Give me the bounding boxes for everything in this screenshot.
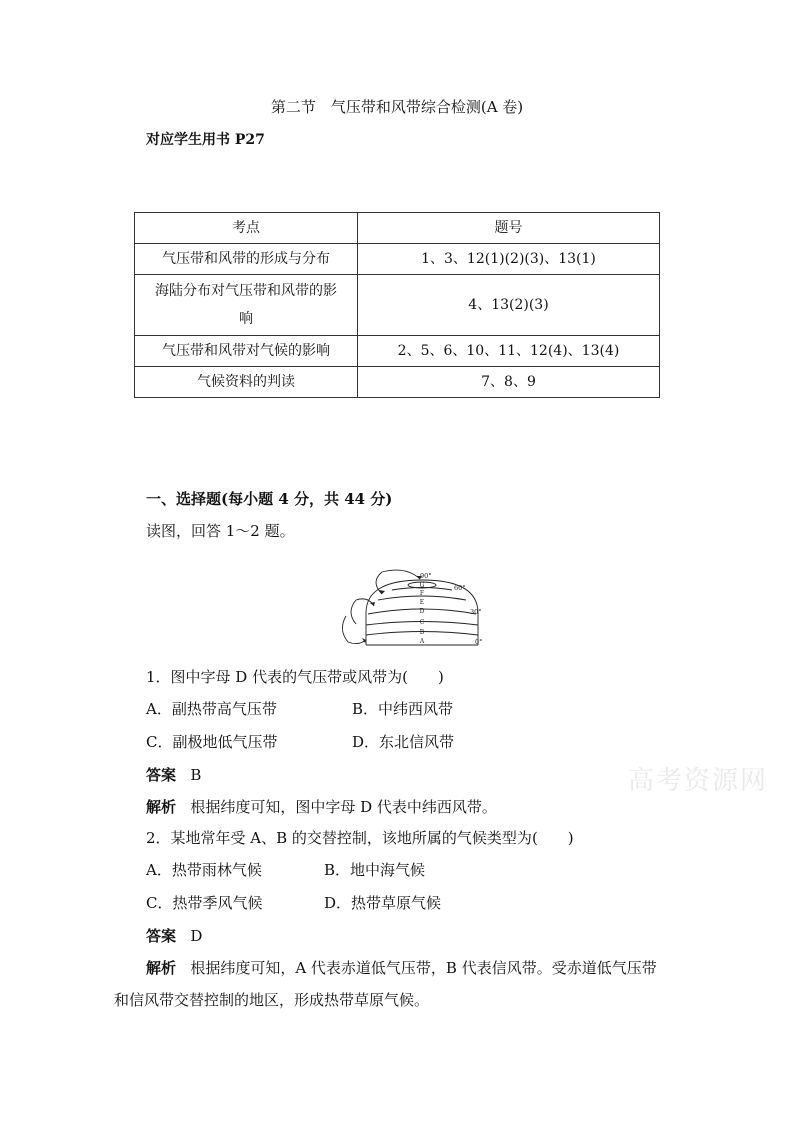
table-cell-topic: 气候资料的判读 — [135, 367, 358, 398]
table-cell-items: 1、3、12(1)(2)(3)、13(1) — [358, 244, 660, 275]
pressure-wind-belt-figure — [336, 568, 488, 650]
topic-table — [134, 212, 660, 398]
document-title: 第二节 气压带和风带综合检测(A 卷) — [270, 98, 524, 116]
belt-letter: A — [419, 638, 425, 645]
question-stem: 1．图中字母 D 代表的气压带或风带为( ) — [146, 668, 444, 686]
analysis-text-continued: 和信风带交替控制的地区，形成热带草原气候。 — [114, 991, 430, 1009]
answer-label: 答案 — [146, 927, 177, 945]
latitude-label: 60° — [454, 584, 466, 592]
question-option: B．中纬西风带 — [352, 700, 454, 718]
question-option: C．副极地低气压带 — [146, 733, 278, 751]
table-row — [135, 244, 660, 275]
answer-value: B — [190, 766, 202, 784]
answer-value: D — [190, 927, 203, 945]
analysis-label: 解析 — [146, 798, 177, 816]
table-cell-items: 2、5、6、10、11、12(4)、13(4) — [358, 336, 660, 367]
analysis-line — [146, 957, 657, 978]
table-cell-topic-line: 响 — [239, 311, 253, 327]
table-header-topic: 考点 — [135, 213, 358, 244]
circulation-arrow — [356, 599, 374, 606]
question-option: D．东北信风带 — [352, 733, 455, 751]
table-cell-topic-line: 海陆分布对气压带和风带的影 — [155, 283, 337, 299]
answer-line — [146, 764, 201, 785]
table-cell-items: 7、8、9 — [358, 367, 660, 398]
circulation-arrow — [342, 616, 348, 642]
circulation-arrow — [382, 570, 420, 579]
latitude-label: 90° — [420, 572, 432, 580]
analysis-text: 根据纬度可知，图中字母 D 代表中纬西风带。 — [190, 798, 497, 816]
circulation-arrow — [348, 640, 366, 644]
question-option: C．热带季风气候 — [146, 894, 263, 912]
answer-line — [146, 925, 202, 946]
answer-label: 答案 — [146, 766, 177, 784]
table-cell-topic — [135, 275, 358, 336]
table-header-row — [135, 213, 660, 244]
belt-letter: C — [419, 619, 425, 626]
watermark: 高考资源网 — [628, 766, 769, 796]
table-cell-topic: 气压带和风带的形成与分布 — [135, 244, 358, 275]
belt-letter: E — [419, 599, 425, 606]
belt-letter: G — [419, 582, 425, 589]
belt-letter: F — [419, 590, 425, 597]
latitude-label: 0° — [475, 638, 483, 646]
table-cell-topic: 气压带和风带对气候的影响 — [135, 336, 358, 367]
analysis-label: 解析 — [146, 959, 177, 977]
analysis-line — [146, 796, 497, 817]
latitude-label: 30° — [470, 608, 482, 616]
belt-letter: B — [419, 629, 425, 636]
analysis-text: 根据纬度可知，A 代表赤道低气压带，B 代表信风带。受赤道低气压带 — [190, 959, 657, 977]
question-option: B．地中海气候 — [324, 861, 426, 879]
section-heading: 一、选择题(每小题 4 分，共 44 分) — [146, 490, 393, 508]
question-option: A．副热带高气压带 — [146, 700, 277, 718]
table-row — [135, 367, 660, 398]
section-instruction: 读图，回答 1～2 题。 — [146, 522, 295, 540]
student-book-reference: 对应学生用书 P27 — [146, 132, 265, 148]
question-stem: 2．某地常年受 A、B 的交替控制，该地所属的气候类型为( ) — [146, 829, 574, 847]
table-cell-items: 4、13(2)(3) — [358, 275, 660, 336]
table-row — [135, 275, 660, 336]
table-header-items: 题号 — [358, 213, 660, 244]
table-row — [135, 336, 660, 367]
question-option: D．热带草原气候 — [324, 894, 442, 912]
belt-letter: D — [419, 608, 425, 615]
circulation-arrow — [351, 600, 356, 624]
question-option: A．热带雨林气候 — [146, 861, 262, 879]
